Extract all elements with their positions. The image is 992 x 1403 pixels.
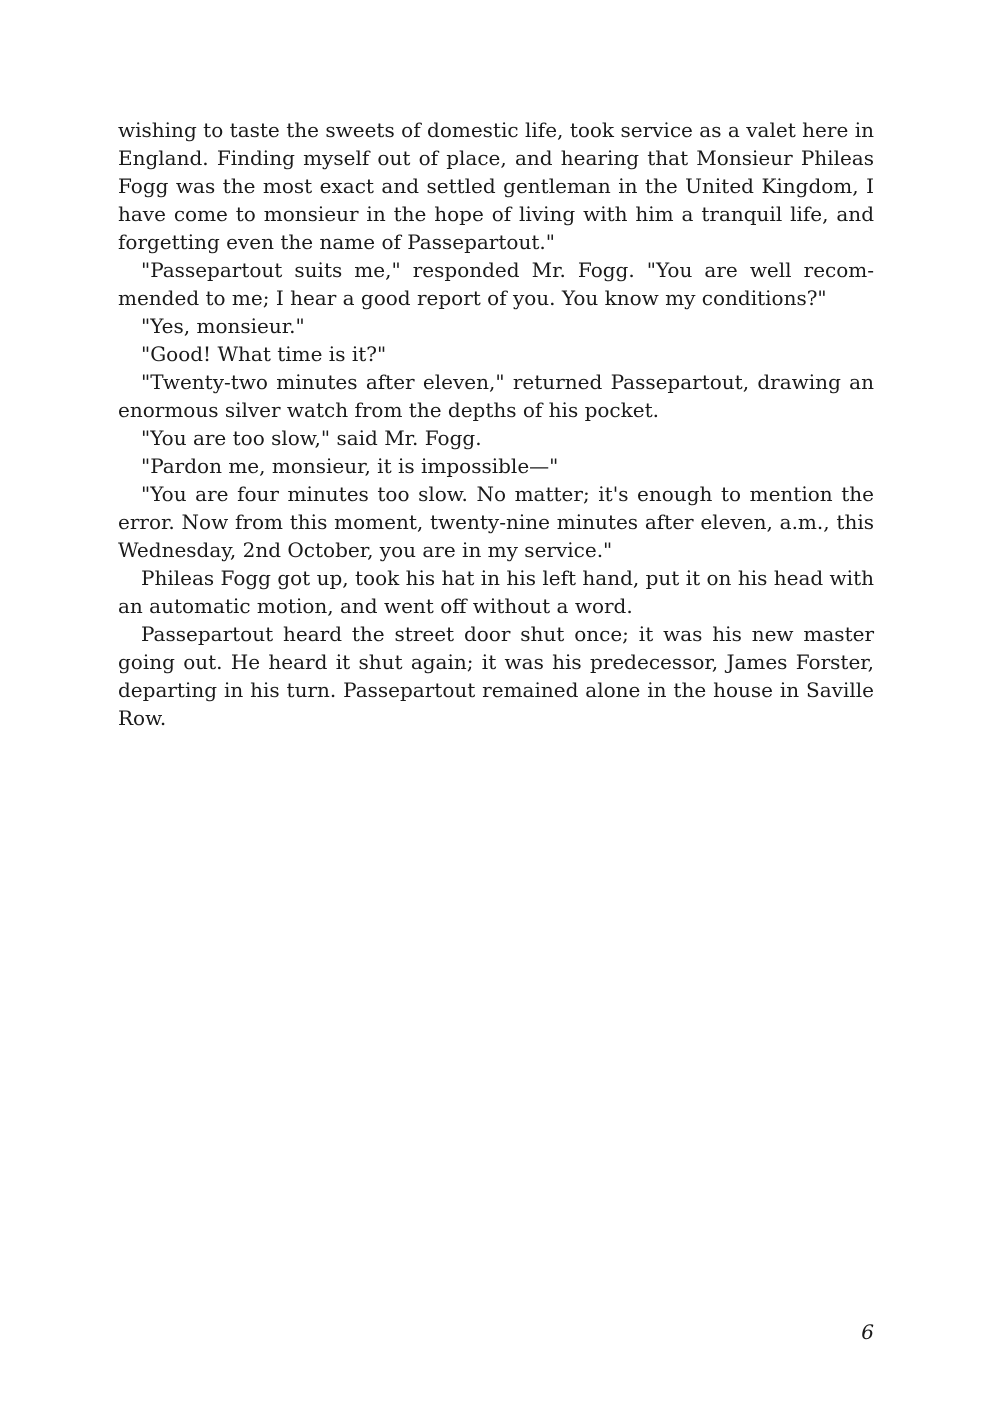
paragraph-3: "Yes, monsieur." <box>141 314 305 338</box>
paragraph-1: wishing to taste the sweets of domestic life, took service as a valet here in England. Finding myself out of place, and hearing that Monsieur Phileas Fogg was the most exact and settled gentleman in the United Kingdom, I have come to monsieur in the hope of living with him a tranquil life, and forgetting even the name of Passepartout." <box>118 118 874 254</box>
paragraph-2: "Passepartout suits me," responded Mr. Fogg. "You are well recom-mended to me; I hear a good report of you. You know my conditions?" <box>118 258 874 310</box>
paragraph-9: Phileas Fogg got up, took his hat in his left hand, put it on his head with an automatic motion, and went off without a word. <box>118 566 874 618</box>
paragraph-6: "You are too slow," said Mr. Fogg. <box>141 426 482 450</box>
paragraph-10: Passepartout heard the street door shut once; it was his new master going out. He heard it shut again; it was his predecessor, James Forster, departing in his turn. Passepartout remained alone in the house in Saville Row. <box>118 622 874 730</box>
paragraph-4: "Good! What time is it?" <box>141 342 387 366</box>
paragraph-5: "Twenty-two minutes after eleven," returned Passepartout, drawing an enormous silver watch from the depths of his pocket. <box>118 370 874 422</box>
paragraph-8: "You are four minutes too slow. No matter; it's enough to mention the error. Now from this moment, twenty-nine minutes after eleven, a.m., this Wednesday, 2nd October, you are in my service." <box>118 482 874 562</box>
paragraph-7: "Pardon me, monsieur, it is impossible—" <box>141 454 559 478</box>
body-text <box>118 116 874 732</box>
page-number: 6 <box>861 1320 874 1344</box>
